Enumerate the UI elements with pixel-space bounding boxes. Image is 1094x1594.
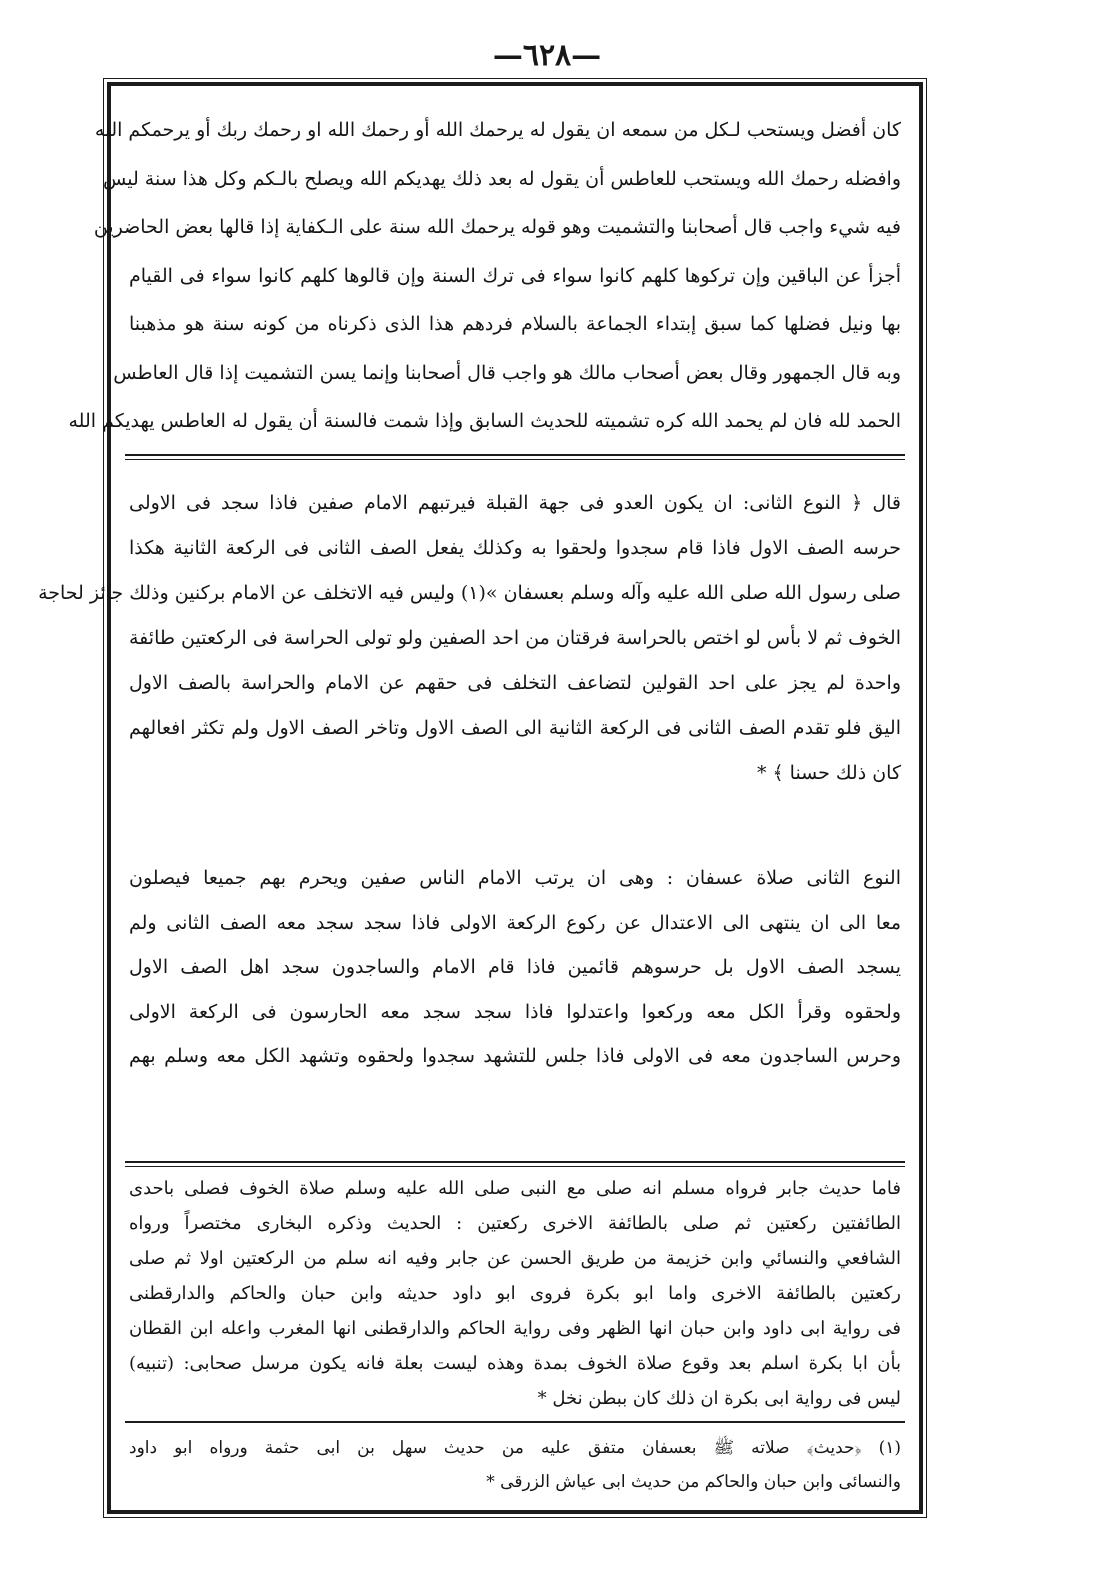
text-line: صلى رسول الله صلى الله عليه وآله وسلم بعسفان »(١) وليس فيه الاتخلف عن الامام بركنين وذلك جائز لحاجة [38, 582, 901, 604]
text-line: ركعتين بالطائفة الاخرى واما ابو بكرة فروى ابو داود حديثه وابن حبان والحاكم والدارقطنى [129, 1283, 901, 1304]
text-line: بها ونيل فضلها كما سبق إبتداء الجماعة بالسلام فردهم هذا الذى ذكرناه من كونه سنة هو مذهبنا [129, 313, 901, 335]
text-line: الشافعي والنسائي وابن خزيمة من طريق الحسن عن جابر وفيه انه سلم من الركعتين اولا ثم صلى [129, 1248, 901, 1269]
page-number: —٦٢٨— [492, 38, 602, 73]
text-line: حرسه الصف الاول فاذا قام سجدوا ولحقوا به وكذلك يفعل الصف الثانى فى الركعة الثانية هكذا [129, 537, 901, 559]
footnote-divider [125, 1421, 905, 1423]
text-line: الطائفتين ركعتين ثم صلى بالطائفة الاخرى ركعتين : الحديث وذكره البخارى مختصراً ورواه [129, 1213, 901, 1234]
text-line: أجزأ عن الباقين وإن تركوها كلهم كانوا سواء فى ترك السنة وإن قالوها كلهم كانوا سواء فى القيام [129, 264, 901, 287]
text-line: فى رواية ابى داود وابن حبان انها الظهر وفى رواية الحاكم والدارقطنى انها المغرب واعله ابن القطان [129, 1318, 901, 1339]
section-divider [125, 1161, 905, 1163]
footnote-line: (١) ﴿حديث﴾ صلاته ﷺ بعسفان متفق عليه من حديث سهل بن ابى حثمة ورواه ابو داود [129, 1438, 901, 1458]
text-line: فاما حديث جابر فرواه مسلم انه صلى مع النبى صلى الله عليه وسلم صلاة الخوف فصلى باحدى [129, 1178, 901, 1199]
text-line: وحرس الساجدون معه فى الاولى فاذا جلس للتشهد سجدوا ولحقوه وتشهد الكل معه وسلم بهم [129, 1045, 901, 1067]
explanation-section [129, 856, 901, 1079]
text-line: فيه شيء واجب قال أصحابنا والتشميت وهو قوله يرحمك الله سنة على الـكفاية إذا قالها بعض الحاضرين [93, 216, 901, 238]
text-line: اليق فلو تقدم الصف الثانى فى الركعة الثانية الى الصف الاول وتاخر الصف الاول ولم تكثر افعالهم [129, 717, 901, 739]
text-line: الخوف ثم لا بأس لو اختص بالحراسة فرقتان من احد الصفين ولو تولى الحراسة فى الركعتين طائفة [129, 627, 901, 649]
text-line: النوع الثانى صلاة عسفان : وهى ان يرتب الامام الناس صفين ويحرم بهم جميعا فيصلون [129, 867, 901, 889]
text-line: بأن ابا بكرة اسلم بعد وقوع صلاة الخوف بمدة وهذه ليست بعلة فانه يكون مرسل صحابى: (تنبيه) [129, 1353, 901, 1374]
text-line: كان ذلك حسنا ﴾ * [756, 762, 901, 784]
text-line: واحدة لم يجز على احد القولين لتضاعف التخلف فى حقهم عن الامام والحراسة بالصف الاول [129, 672, 901, 694]
text-line: الحمد لله فان لم يحمد الله كره تشميته للحديث السابق وإذا شمت فالسنة أن يقول له العاطس يهديكم الله [68, 410, 901, 432]
footnote-line: والنسائى وابن حبان والحاكم من حديث ابى عياش الزرقى * [486, 1472, 901, 1492]
text-line: وافضله رحمك الله ويستحب للعاطس أن يقول له بعد ذلك يهديكم الله ويصلح بالـكم وكل هذا سنة ليس [102, 167, 901, 190]
section-divider [125, 454, 905, 456]
main-text-section [38, 481, 901, 796]
page-frame [38, 82, 923, 1514]
text-line: يسجد الصف الاول بل حرسوهم قائمين فاذا قام الامام والساجدون سجد اهل الصف الاول [129, 956, 902, 978]
hadith-section [129, 1171, 901, 1416]
text-line: وبه قال الجمهور وقال بعض أصحاب مالك هو واجب قال أصحابنا وإنما يسن التشميت إذا قال العاطس [113, 361, 901, 384]
text-line: معا الى ان ينتهى الى الاعتدال عن ركوع الركعة الاولى فاذا سجد سجد معه الصف الثانى ولم [129, 911, 901, 934]
commentary-section-top [68, 106, 901, 446]
text-line: كان أفضل ويستحب لـكل من سمعه ان يقول له يرحمك الله أو رحمك الله او رحمك ربك أو يرحمكم الله [94, 119, 901, 141]
footnote-section [129, 1431, 901, 1499]
text-line: ولحقوه وقرأ الكل معه وركعوا واعتدلوا فاذا سجد سجد معه الحارسون فى الركعة الاولى [129, 1000, 901, 1023]
text-line: قال ﴿ النوع الثانى: ان يكون العدو فى جهة القبلة فيرتبهم الامام صفين فاذا سجد فى الاولى [129, 492, 901, 514]
text-line: ليس فى رواية ابى بكرة ان ذلك كان ببطن نخل * [537, 1388, 901, 1409]
